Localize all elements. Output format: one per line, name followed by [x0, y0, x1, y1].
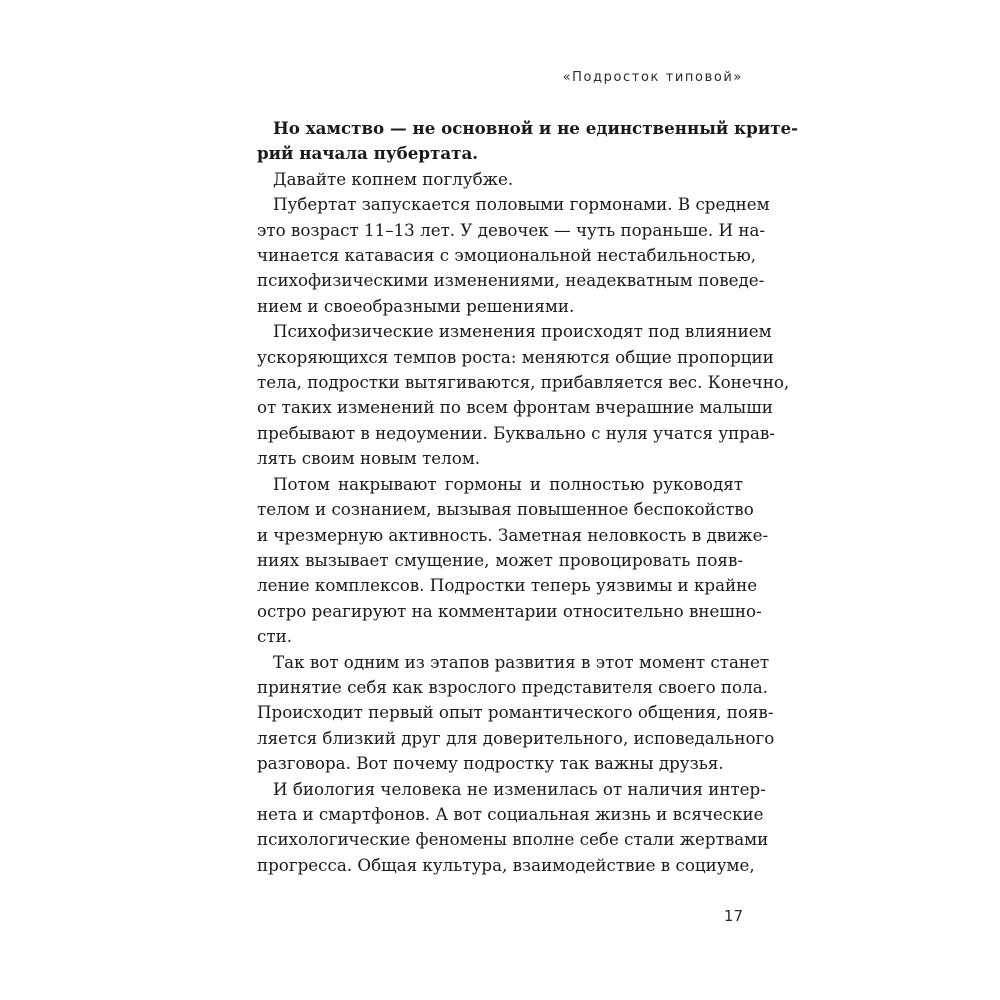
- text-line: Происходит первый опыт романтического общения, появ-: [257, 702, 774, 723]
- text-line: тела, подростки вытягиваются, прибавляется вес. Конечно,: [257, 372, 790, 393]
- text-line: ускоряющихся темпов роста: меняются общие пропорции: [257, 346, 774, 367]
- text-line: это возраст 11–13 лет. У девочек — чуть пораньше. И на-: [257, 219, 766, 240]
- text-line: телом и сознанием, вызывая повышенное беспокойство: [257, 499, 754, 520]
- text-line: и чрезмерную активность. Заметная неловкость в движе-: [257, 524, 769, 545]
- text-line: принятие себя как взрослого представителя своего пола.: [257, 676, 768, 697]
- paragraph: [257, 472, 769, 650]
- text-line: остро реагируют на комментарии относительно внешно-: [257, 600, 762, 621]
- paragraph: [257, 116, 799, 167]
- paragraph: [257, 192, 770, 319]
- running-head: «Подросток типовой»: [562, 70, 743, 85]
- text-line: рий начала пубертата.: [257, 143, 479, 164]
- body-text: [257, 116, 799, 878]
- text-line: разговора. Вот почему подростку так важны друзья.: [257, 753, 724, 774]
- text-line: ляется близкий друг для доверительного, исповедального: [257, 727, 775, 748]
- text-line: Так вот одним из этапов развития в этот момент станет: [273, 651, 770, 672]
- text-line: прогресса. Общая культура, взаимодействие в социуме,: [257, 854, 755, 875]
- text-line: Потом накрывают гормоны и полностью руководят: [273, 473, 743, 494]
- text-line: Пубертат запускается половыми гормонами. В среднем: [273, 194, 770, 215]
- text-line: Психофизические изменения происходят под влиянием: [273, 321, 772, 342]
- text-line: чинается катавасия с эмоциональной нестабильностью,: [257, 245, 757, 266]
- text-line: ниях вызывает смущение, может провоцировать появ-: [257, 549, 743, 570]
- text-line: лять своим новым телом.: [257, 448, 481, 469]
- text-line: нием и своеобразными решениями.: [257, 295, 575, 316]
- paragraph: [257, 777, 769, 879]
- text-line: ление комплексов. Подростки теперь уязвимы и крайне: [257, 575, 758, 596]
- text-line: Давайте копнем поглубже.: [273, 168, 514, 189]
- text-line: нета и смартфонов. А вот социальная жизнь и всяческие: [257, 803, 764, 824]
- text-line: психологические феномены вполне себе стали жертвами: [257, 829, 769, 850]
- paragraph: [257, 650, 775, 777]
- text-line: психофизическими изменениями, неадекватным поведе-: [257, 270, 765, 291]
- page-number: 17: [723, 907, 743, 925]
- text-line: Но хамство — не основной и не единственный крите-: [273, 118, 799, 138]
- text-line: от таких изменений по всем фронтам вчерашние малыши: [257, 397, 773, 418]
- paragraph: [257, 319, 790, 471]
- text-line: сти.: [257, 626, 293, 647]
- text-line: пребывают в недоумении. Буквально с нуля учатся управ-: [257, 422, 775, 443]
- paragraph: [257, 167, 743, 192]
- text-line: И биология человека не изменилась от наличия интер-: [273, 778, 766, 799]
